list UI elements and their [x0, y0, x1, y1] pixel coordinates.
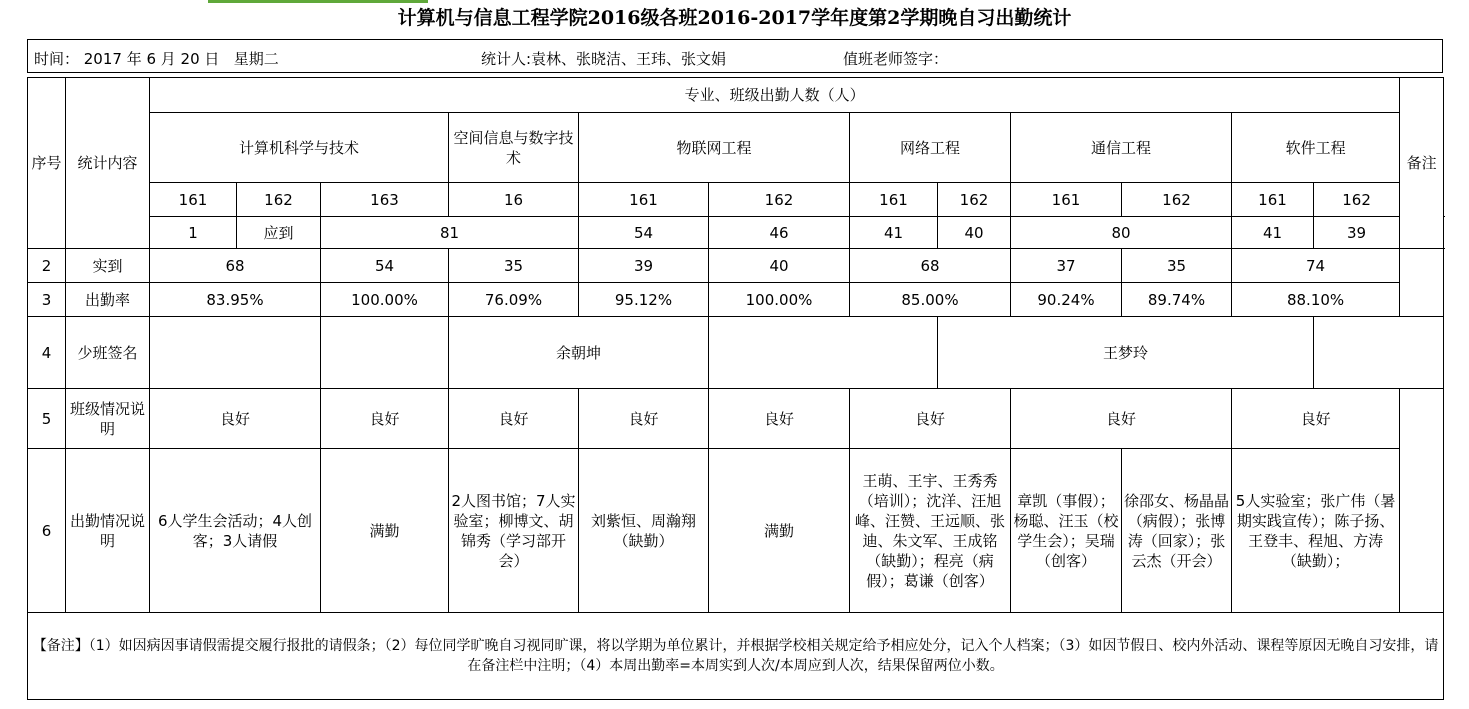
- status-cell: 良好: [1011, 389, 1232, 449]
- detail-cell: 章凯（事假）；杨聪、汪玉（校学生会）；吴瑞（创客）: [1011, 449, 1122, 613]
- cell-value: 95.12%: [579, 283, 709, 317]
- row-index: 2: [28, 249, 66, 283]
- row-label: 少班签名: [66, 317, 150, 389]
- row-index: 6: [28, 449, 66, 613]
- cell-value: 85.00%: [850, 283, 1011, 317]
- cell-value: 40: [709, 249, 850, 283]
- signature-cell: [709, 317, 938, 389]
- signature-cell: [321, 317, 449, 389]
- cell-value: 41: [1232, 217, 1314, 249]
- cell-value: 41: [850, 217, 938, 249]
- cell-value: 68: [150, 249, 321, 283]
- cell-value: 88.10%: [1232, 283, 1400, 317]
- row-index: 1: [150, 217, 237, 249]
- header-remark: 备注: [1400, 78, 1444, 249]
- cell-value: 90.24%: [1011, 283, 1122, 317]
- class-label: 161: [1011, 183, 1122, 217]
- detail-cell: 徐邵女、杨晶晶（病假）；张博涛（回家）；张云杰（开会）: [1122, 449, 1232, 613]
- major-comm: 通信工程: [1011, 113, 1232, 183]
- top-accent-bar: [208, 0, 428, 3]
- cell-value: 76.09%: [449, 283, 579, 317]
- cell-value: 39: [1314, 217, 1400, 249]
- header-group: 专业、班级出勤人数（人）: [150, 78, 1400, 113]
- detail-cell: 满勤: [321, 449, 449, 613]
- cell-value: 89.74%: [1122, 283, 1232, 317]
- cell-value: 100.00%: [321, 283, 449, 317]
- status-cell: 良好: [1232, 389, 1400, 449]
- detail-cell: 2人图书馆；7人实验室；柳博文、胡锦秀（学习部开会）: [449, 449, 579, 613]
- major-spatial: 空间信息与数字技术: [449, 113, 579, 183]
- detail-cell: 满勤: [709, 449, 850, 613]
- cell-value: 35: [449, 249, 579, 283]
- class-label: 163: [321, 183, 449, 217]
- class-label: 16: [449, 183, 579, 217]
- class-label: 162: [237, 183, 321, 217]
- cell-value: 35: [1122, 249, 1232, 283]
- class-label: 161: [1232, 183, 1314, 217]
- major-iot: 物联网工程: [579, 113, 850, 183]
- detail-cell: 5人实验室；张广伟（暑期实践宣传）；陈子扬、王登丰、程旭、方涛（缺勤）；: [1232, 449, 1400, 613]
- status-cell: 良好: [850, 389, 1011, 449]
- major-software: 软件工程: [1232, 113, 1400, 183]
- row-index: 4: [28, 317, 66, 389]
- status-cell: 良好: [579, 389, 709, 449]
- class-label: 162: [1122, 183, 1232, 217]
- status-cell: 良好: [449, 389, 579, 449]
- class-label: 161: [579, 183, 709, 217]
- cell-value: 83.95%: [150, 283, 321, 317]
- status-cell: 良好: [709, 389, 850, 449]
- row-index: 3: [28, 283, 66, 317]
- page-title: 计算机与信息工程学院2016级各班2016-2017学年度第2学期晚自习出勤统计: [397, 7, 1072, 29]
- row-index: 5: [28, 389, 66, 449]
- major-network: 网络工程: [850, 113, 1011, 183]
- teacher-sign-label: 值班老师签字：: [843, 50, 949, 68]
- signature-cell: [1314, 317, 1444, 389]
- cell-value: 80: [1011, 217, 1232, 249]
- cell-value: 74: [1232, 249, 1400, 283]
- class-label: 162: [709, 183, 850, 217]
- info-header-row: [27, 39, 1443, 73]
- detail-cell: 6人学生会活动；4人创客；3人请假: [150, 449, 321, 613]
- class-label: 161: [850, 183, 938, 217]
- cell-value: 37: [1011, 249, 1122, 283]
- date-text: 时间： 2017 年 6 月 20 日 星期二: [34, 50, 279, 68]
- notes-cell: 【备注】（1）如因病因事请假需提交履行报批的请假条；（2）每位同学旷晚自习视同旷课，将以学期为单位累计，并根据学校相关规定给予相应处分，记入个人档案；（3）如因节假日、校内外活动、课程等原因无晚自习安排，请在备注栏中注明；（4）本周出勤率=本周实到人次/本周应到人次，结果保留两位小数。: [28, 613, 1444, 700]
- cell-value: 68: [850, 249, 1011, 283]
- cell-value: 39: [579, 249, 709, 283]
- signature-cell: [150, 317, 321, 389]
- header-content: 统计内容: [66, 78, 150, 249]
- cell-value: 40: [938, 217, 1011, 249]
- cell-value: 54: [579, 217, 709, 249]
- cell-value: 81: [321, 217, 579, 249]
- detail-cell: 刘紫恒、周瀚翔（缺勤）: [579, 449, 709, 613]
- class-label: 162: [1314, 183, 1400, 217]
- row-label: 出勤率: [66, 283, 150, 317]
- class-label: 162: [938, 183, 1011, 217]
- signature-cell: 王梦玲: [938, 317, 1314, 389]
- cell-value: 100.00%: [709, 283, 850, 317]
- row-label: 班级情况说明: [66, 389, 150, 449]
- signature-cell: 余朝坤: [449, 317, 709, 389]
- counters-text: 统计人:袁林、张晓洁、王玮、张文娟: [481, 50, 727, 68]
- class-label: 161: [150, 183, 237, 217]
- header-index: 序号: [28, 78, 66, 249]
- row-label: 出勤情况说明: [66, 449, 150, 613]
- status-cell: 良好: [321, 389, 449, 449]
- status-cell: 良好: [150, 389, 321, 449]
- row-label: 实到: [66, 249, 150, 283]
- cell-value: 46: [709, 217, 850, 249]
- cell-value: 54: [321, 249, 449, 283]
- detail-cell: 王萌、王宇、王秀秀（培训）；沈洋、汪旭峰、汪赞、王远顺、张迪、朱文军、王成铭（缺勤）；程亮（病假）；葛谦（创客）: [850, 449, 1011, 613]
- major-cs: 计算机科学与技术: [150, 113, 449, 183]
- row-label: 应到: [237, 217, 321, 249]
- attendance-table: [27, 77, 1444, 700]
